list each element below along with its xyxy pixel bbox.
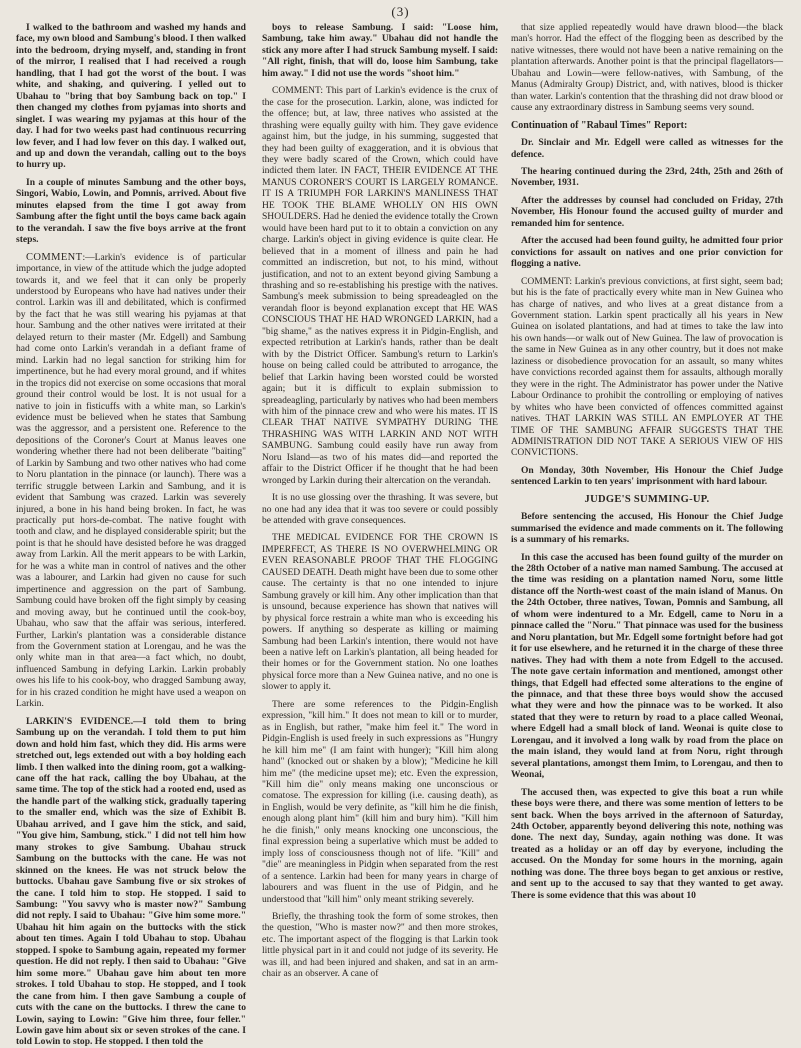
paragraph: After the addresses by counsel had concluded on Friday, 27th November, His Honour found the accused guilty of murder and remanded him for sentence. [511, 194, 783, 229]
paragraph: The hearing continued during the 23rd, 24th, 25th and 26th of November, 1931. [511, 165, 783, 189]
paragraph: In this case the accused has been found guilty of the murder on the 28th October of a native man named Sambung. The accused at the time was residing on a plantation named Noru, some little distance off the North-west coast of the main island of Manus. On the 24th October, three natives, Towan, Pomnis and Sambung, all of whom were indentured to a Mr. Edgell, came to Noru in a pinnace called the "Noru." That pinnace was used for the business and Noru plantation, but Mr. Edgell some fortnight before had got it for use elsewhere, and he returned it in the charge of these three natives. They had with them a note from Edgell to the accused. The note gave certain information and mentioned, amongst other things, that Edgell had effected some alterations to the engine of the pinnace, and that these three boys would show the accused what they were and how the pinnace was to be worked. It also stated that they were to return by road to a place called Weonai, where Edgell had a small block of land. Weonai is quite close to Lorengau, and it involved a long walk by road from the place on the main island, they would land at from Noru, right through several plantations, amongst them Imim, to Lorengau, and then to Weonai, [511, 551, 783, 781]
paragraph: Before sentencing the accused, His Honour the Chief Judge summarised the evidence and made comments on it. The following is a summary of his remarks. [511, 511, 783, 546]
paragraph: that size applied repeatedly would have drawn blood—the black man's horror. Had the effect of the flogging been as described by the native witnesses, there would not have been a native remaining on the plantation afterwards. Another point is that the principal flagellators—Ubahau and Lowin—were fellow-natives, with Sambung, of the Manus (Admiralty Group) District, and, with natives, blood is thicker than water. Larkin's contention that the thrashing did not draw blood or cause any extraordinary distress in Sambung seems very sound. [511, 22, 783, 114]
paragraph: After the accused had been found guilty, he admitted four prior convictions for assault on natives and one prior conviction for flogging a native. [511, 235, 783, 270]
comment-lead: COMMENT [26, 251, 83, 263]
column-2 [262, 22, 498, 1040]
comment-text: :—Larkin's evidence is of particular importance, in view of the attitude which the judge adopted towards it, and we feel that it can only be properly understood by Europeans who have had natives under their control. Larkin was ill and debilitated, which is confirmed by the fact that he was still wearing his pyjamas at that hour. Sambung and the other natives were irritated at their delayed return to their master (Mr. Edgell) and Sambung had come onto Larkin's verandah in a defiant frame of mind. Larkin had no legal sanction for striking him for impertinence, but he had every moral ground, and if whites in the tropics did not exercise on some occasions that moral ground their control would be lost. It is not usual for a native to join in fisticuffs with a white man, so Larkin's evidence must be believed when he states that Sambung was the aggressor, and a persistent one. Reference to the depositions of the Coroner's Court at Manus leaves one wondering whether there had not been deliberate "baiting" of Larkin by Sambung and two other natives who had come to Noru plantation in the pinnace (or launch). There was a terrific struggle between Larkin and Sambung, and it is evident that Sambung was crazed. Larkin was severely injured, a bone in his hand being broken. In fact, he was practically put hors-de-combat. The native fought with tooth and claw, and he displayed considerable spirit; but the point is that he should have desisted before he was dragged away from Larkin. All the merit appears to be with Larkin, for he was a white man in control of natives and the other was a labourer, and Larkin had given no cause for such impertinence and aggression on the part of Sambung. Sambung could have broken off the fight simply by ceasing and moving away, but he continued until the cook-boy, Ubahau, who saw that the affair was serious, interfered. Further, Larkin's plantation was a considerable distance from the Government station at Lorengau, and he was the only white man in that area—a fact which, no doubt, influenced Sambung in defying Larkin. Larkin probably owes his life to his cook-boy, who dragged Sambung away, for in his crazed condition he might have used a weapon on Larkin. [16, 251, 246, 710]
paragraph: Dr. Sinclair and Mr. Edgell were called as witnesses for the defence. [511, 137, 783, 160]
paragraph: Briefly, the thrashing took the form of some strokes, then the question, "Who is master now?" and then more strokes, etc. The important aspect of the flogging is that Larkin took little physical part in it and could not judge of its severity. He was ill, and had been injured and shaken, and sat in an arm-chair as an observer. A cane of [262, 910, 498, 980]
paragraph: On Monday, 30th November, His Honour the Chief Judge sentenced Larkin to ten years' imprisonment with hard labour. [511, 464, 783, 488]
paragraph: boys to release Sambung. I said: "Loose him, Sambung, take him away." Ubahau did not handle the stick any more after I had struck Sambung myself. I said: "All right, finish, that will do, loose him Sambung, take him away." I did not use the words "shoot him." [262, 22, 498, 79]
page-number: (3) [391, 4, 410, 19]
paragraph: It is no use glossing over the thrashing. It was severe, but no one had any idea that it was too severe or could possibly be attended with grave consequences. [262, 492, 498, 527]
column-1 [16, 22, 246, 1048]
column-3 [511, 22, 783, 1040]
paragraph: COMMENT: This part of Larkin's evidence is the crux of the case for the prosecution. Larkin, alone, was indicted for the offence; but, at law, three natives who assisted at the thrashing were equally guilty with him. They gave evidence against him, but the judge, in his summing, suggested that they had been guilty of exaggeration, and it is obvious that they were badly scared of the Crown, which could have indicted them later. IN FACT, THEIR EVIDENCE AT THE MANUS CORONER'S COURT IS LARGELY ROMANCE. IT IS A TRIUMPH FOR LARKIN'S MANLINESS THAT HE TOOK THE BLAME WHOLLY ON HIS OWN SHOULDERS. Had he denied the evidence totally the Crown would have been hard put to it to obtain a conviction on any charge. Larkin's object in giving evidence is quite clear. He believed that in a moment of illness and pain he had committed an indiscretion, but not, to his mind, without justification, and not to an extent beyond giving Sambung a thrashing and so re-establishing his prestige with the natives. Sambung's meek submission to being spreadeagled on the verandah floor is beyond explanation except that HE WAS CONSCIOUS THAT HE HAD WRONGED LARKIN, had a "big shame," as the natives express it in Pidgin-English, and expected retribution at Larkin's hands, rather than be dealt with by the District Officer. Sambung's return to Larkin's house on being called could be attributed to arrogance, the belief that Larkin having been worsted could be worsted again; but it is difficult to explain submission to spreadeagling, particularly by natives who had been members with him of the pinnace crew and who were his mates. IT IS CLEAR THAT NATIVE SYMPATHY DURING THE THRASHING WAS WITH LARKIN AND NOT WITH SAMBUNG. Sambung could easily have run away from Noru Island—as two of his mates did—and reported the affair to the District Officer if he thought that he had been wronged by Larkin during their altercation on the verandah. [262, 85, 498, 486]
comment-paragraph [16, 252, 246, 710]
paragraph: There are some references to the Pidgin-English expression, "kill him." It does not mean to kill or to murder, as in English, but rather, "make him feel it." The word in Pidgin-English is used freely in such expressions as "Hungry he kill him me" (I am faint with hunger); "Kill him along hand" (knocked out or shaken by a blow); "Medicine he kill him me" (the medicine upset me); etc. Even the expression, "Kill him die" only means making one unconscious or comatose. The expression for killing (i.e. causing death), as in English, would be very definite, as "kill him he die finish, enough along plant him" (kill him and bury him). "Kill him he die finish," only means knocking one unconscious, the final expression being a superlative which must be added to imply loss of consciousness though not of life. "Kill" and "die" are meaningless in Pidgin when separated from the rest of a sentence. Larkin had been for many years in charge of labourers and was fluent in the use of Pidgin, and he understood that "kill him" only meant striking severely. [262, 698, 498, 905]
paragraph: THE MEDICAL EVIDENCE FOR THE CROWN IS IMPERFECT, AS THERE IS NO OVERWHELMING OR EVEN REASONABLE PROOF THAT THE FLOGGING CAUSED DEATH. Death might have been due to some other cause. The certainty is that no one intended to injure Sambung gravely or kill him. Any other implication than that is unsound, because experience has shown that natives will by physical force restrain a white man who is exceeding his powers. If anything so desperate as killing or maiming Sambung had been Larkin's intention, there would not have been a native left on Larkin's plantation, all being headed for their homes or for the Government station. No one loathes physical force more than a New Guinea native, and no one is slower to apply it. [262, 532, 498, 693]
section-heading: JUDGE'S SUMMING-UP. [584, 493, 710, 505]
paragraph: In a couple of minutes Sambung and the other boys, Singori, Wabio, Lowin, and Pomnis, arrived. About five minutes elapsed from the time I got away from Sambung after the fight until the boys came back again to the verandah. I saw the five boys arrive at the front steps. [16, 176, 246, 246]
paragraph: COMMENT: Larkin's previous convictions, at first sight, seem bad; but his is the fate of practically every white man in New Guinea who has charge of natives, and who lives at a great distance from a Government station. Larkin spent practically all his years in New Guinea on isolated plantations, and had at times to take the law into his own hands—or walk out of New Guinea. The law of provocation is the same in New Guinea as in any other country, but it does not make laziness or disobedience provocation for an assault, so many whites have convictions recorded against them for assaults, although morally they were in the right. The Administrator has power under the Native Labour Ordinance to prohibit the controlling or employing of natives by whites who have been convicted of offences committed against natives. THAT LARKIN WAS STILL AN EMPLOYER AT THE TIME OF THE SAMBUNG AFFAIR SUGGESTS THAT THE ADMINISTRATION DID NOT TAKE A SERIOUS VIEW OF HIS CONVICTIONS. [511, 275, 783, 459]
paragraph: LARKIN'S EVIDENCE.—I told them to bring Sambung up on the verandah. I told them to put him down and hold him fast, which they did. His arms were stretched out, legs extended out with a boy holding each limb. I then walked into the dining room, got a walking-cane off the hat rack, calling the boy Ubahau, at the same time. The top of the stick had a rooted end, used as the handle part of the walking stick, gradually tapering to the smaller end, which was the size of Exhibit B. Ubahau arrived, and I gave him the stick, and said, "You give him, Sambung, stick." I did not tell him how many strokes to give Sambung. Ubahau struck Sambung on the buttocks with the cane. He was not skinned on the knees. He was not struck below the buttocks. Ubahau gave Sambung five or six strokes of the cane. I told him to stop. He stopped. I said to Sambung: "You savvy who is master now?" Sambung did not reply. I said to Ubahau: "Give him some more." Ubahau hit him again on the buttocks with the stick about ten times. Again I told Ubahau to stop. Ubahau stopped. I spoke to Sambung again, repeated my former question. He did not reply. I then said to Ubahau: "Give him some more." Ubahau gave him about ten more strokes. I told Ubahau to stop. He stopped, and I took the cane from him. I then gave Sambung a couple of cuts with the cane on the buttocks. I threw the cane to Lowin, saying to Lowin: "Give him three, four feller." Lowin gave him about six or seven strokes of the cane. I told Lowin to stop. He stopped. I then told the [16, 715, 246, 1048]
paragraph: I walked to the bathroom and washed my hands and face, my own blood and Sambung's blood. I then walked into the bedroom, drying myself, and, standing in front of the mirror, I realised that I had received a rough handling, that I had got the worst of the bout. I was white, and shaking, and quivering. I yelled out to Ubahau to "bring that boy Sambung back on top." I then changed my clothes from pyjamas into shorts and singlet. I was wearing my pyjamas at this hour of the day. I had for two weeks past had continuous recurring low fever, and I had low fever on this day. I walked out, and up and down the verandah, calling out to the boys to hurry up. [16, 22, 246, 171]
paragraph: The accused then, was expected to give this boat a run while these boys were there, and there was some mention of letters to be sent back. When the boys arrived in the afternoon of Saturday, 24th October, apparently beyond delivering this note, nothing was done. The next day, Sunday, again nothing was done. It was treated as a holiday or an off day by everyone, including the accused. On the Monday for some hours in the morning, again nothing was done. The three boys began to get anxious or restive, and sent up to the accused to say that they wanted to get away. There is some evidence that this was about 10 [511, 786, 783, 901]
section-heading: Continuation of "Rabaul Times" Report: [511, 119, 688, 131]
